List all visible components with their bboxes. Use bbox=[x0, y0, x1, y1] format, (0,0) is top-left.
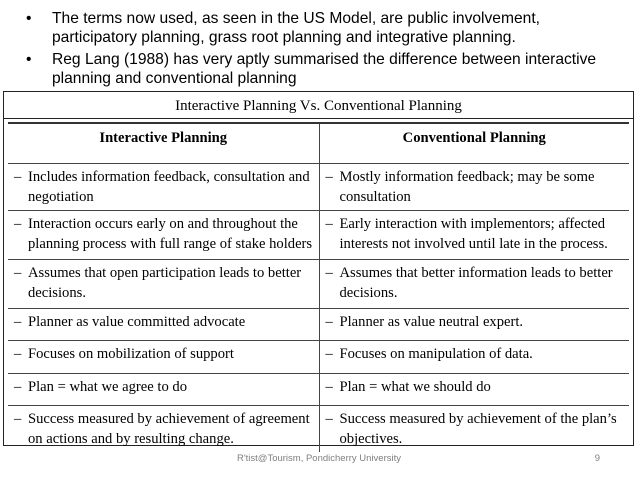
cell-conventional bbox=[319, 341, 630, 373]
cell-text: Mostly information feedback; may be some consultation bbox=[339, 169, 595, 205]
table-title: Interactive Planning Vs. Conventional Planning bbox=[4, 92, 633, 119]
cell-text: Success measured by achievement of the plan’s objectives. bbox=[339, 411, 617, 447]
cell-interactive bbox=[8, 211, 319, 259]
table-row bbox=[8, 210, 629, 259]
dash-mark: – bbox=[14, 216, 22, 232]
cell-text: Early interaction with implementors; affected interests not involved until late in the process. bbox=[339, 216, 608, 252]
bullet-text: The terms now used, as seen in the US Model, are public involvement, participatory planning, grass root planning and integrative planning. bbox=[52, 10, 540, 46]
cell-interactive bbox=[8, 406, 319, 452]
cell-text: Includes information feedback, consultation and negotiation bbox=[28, 169, 310, 205]
dash-mark: – bbox=[325, 379, 333, 395]
dash-mark: – bbox=[325, 265, 333, 281]
dash-mark: – bbox=[14, 314, 22, 330]
cell-text: Planner as value committed advocate bbox=[28, 314, 246, 330]
cell-interactive bbox=[8, 260, 319, 308]
header-interactive: Interactive Planning bbox=[99, 130, 228, 146]
table-row bbox=[8, 405, 629, 452]
bullet-item bbox=[26, 9, 626, 47]
dash-mark: – bbox=[325, 169, 333, 185]
cell-conventional bbox=[319, 164, 630, 210]
dash-mark: – bbox=[14, 379, 22, 395]
cell-text: Success measured by achievement of agreement on actions and by resulting change. bbox=[28, 411, 310, 447]
cell-interactive bbox=[8, 309, 319, 340]
cell-conventional bbox=[319, 309, 630, 340]
cell-text: Plan = what we should do bbox=[339, 379, 491, 395]
table-row bbox=[8, 259, 629, 308]
table-row bbox=[8, 163, 629, 210]
cell-conventional bbox=[319, 211, 630, 259]
cell-text: Planner as value neutral expert. bbox=[339, 314, 524, 330]
cell-interactive bbox=[8, 164, 319, 210]
cell-interactive bbox=[8, 341, 319, 373]
page-number: 9 bbox=[594, 453, 600, 464]
dash-mark: – bbox=[14, 169, 22, 185]
comparison-table bbox=[3, 91, 634, 446]
bullet-text: Reg Lang (1988) has very aptly summarised the difference between interactive planning and conventional planning bbox=[52, 51, 597, 87]
bullet-dot: • bbox=[26, 10, 32, 27]
cell-text: Assumes that open participation leads to better decisions. bbox=[28, 265, 302, 301]
dash-mark: – bbox=[325, 346, 333, 362]
cell-text: Focuses on mobilization of support bbox=[28, 346, 234, 362]
bullet-dot: • bbox=[26, 51, 32, 68]
cell-text: Assumes that better information leads to better decisions. bbox=[339, 265, 613, 301]
dash-mark: – bbox=[325, 216, 333, 232]
cell-conventional bbox=[319, 406, 630, 452]
cell-text: Plan = what we agree to do bbox=[28, 379, 187, 395]
dash-mark: – bbox=[14, 411, 22, 427]
dash-mark: – bbox=[325, 411, 333, 427]
bullet-list bbox=[26, 9, 626, 87]
footer-text: R'tist@Tourism, Pondicherry University bbox=[236, 453, 402, 464]
dash-mark: – bbox=[14, 265, 22, 281]
cell-interactive bbox=[8, 374, 319, 405]
dash-mark: – bbox=[14, 346, 22, 362]
table-row bbox=[8, 373, 629, 405]
header-conventional: Conventional Planning bbox=[319, 124, 630, 163]
table-row bbox=[8, 340, 629, 373]
table-body bbox=[8, 122, 629, 447]
cell-text: Interaction occurs early on and throughout the planning process with full range of stake holders bbox=[28, 216, 313, 252]
dash-mark: – bbox=[325, 314, 333, 330]
cell-text: Focuses on manipulation of data. bbox=[339, 346, 533, 362]
bullet-item bbox=[26, 50, 626, 87]
cell-conventional bbox=[319, 374, 630, 405]
table-header-row bbox=[8, 122, 629, 163]
table-row bbox=[8, 308, 629, 340]
cell-conventional bbox=[319, 260, 630, 308]
